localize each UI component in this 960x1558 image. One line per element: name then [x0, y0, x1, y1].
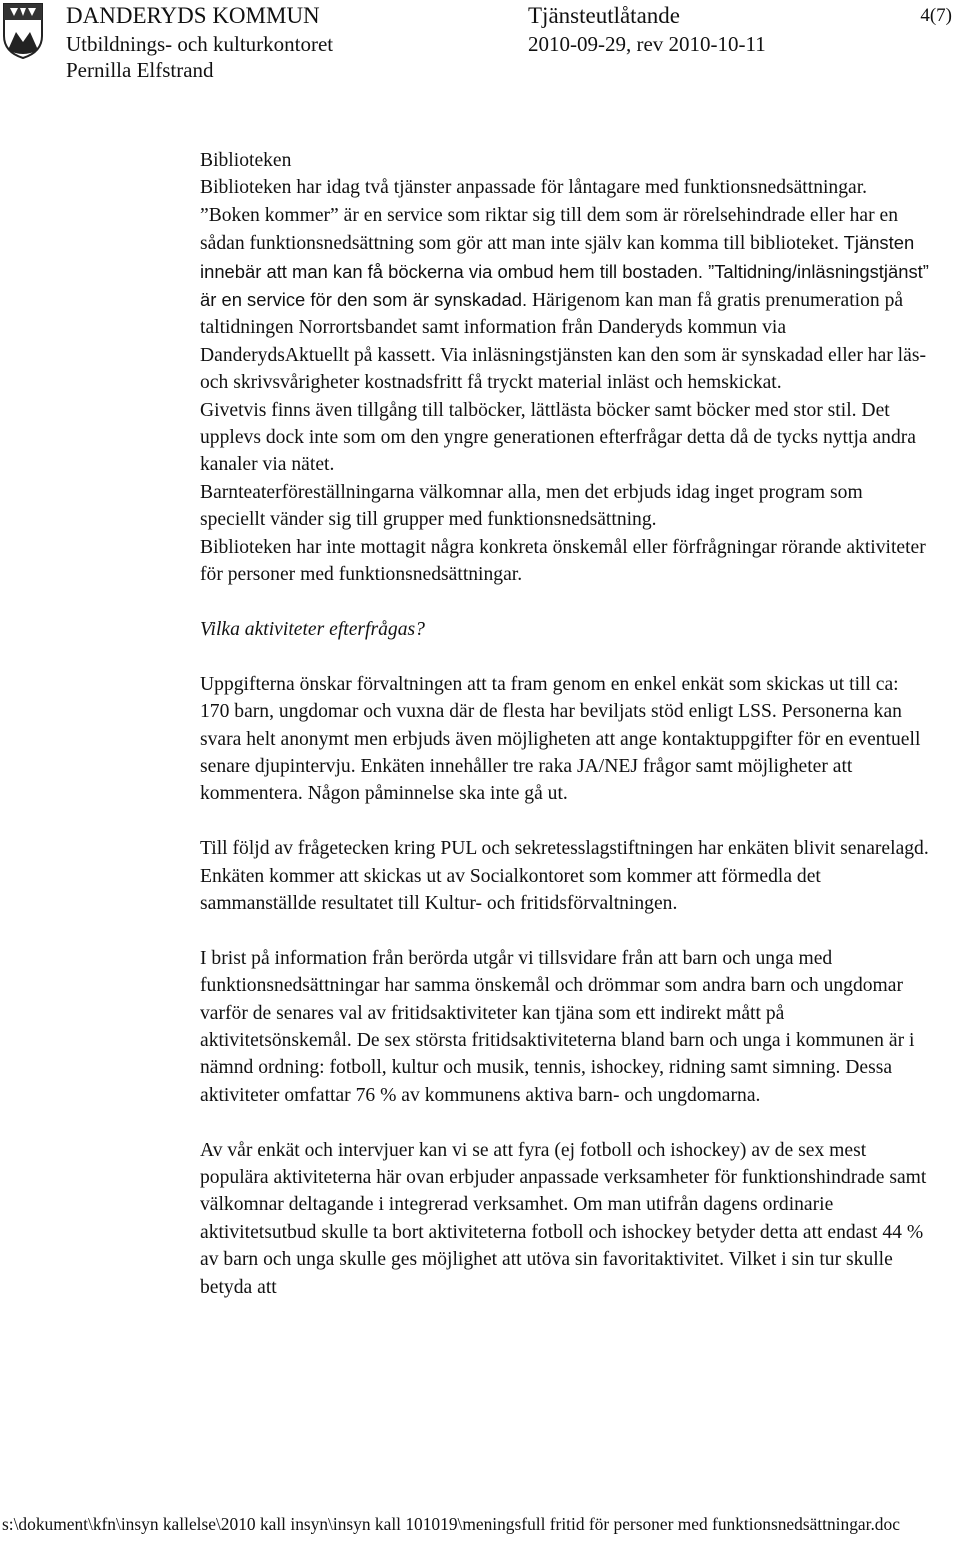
- paragraph-fritidsaktiviteter: I brist på information från berörda utgår vi tillsvidare från att barn och unga med funktionsnedsättningar har samma önskemål och drömmar som andra barn och ungdomar varför de senares val av fritidsaktiviteter kan tjäna som ett indirekt mått på aktivitetsönskemål. De sex största fritidsaktiviteterna bland barn och unga i kommunen är i nämnd ordning: fotboll, kultur och musik, tennis, ishockey, ridning samt simning. Dessa aktiviteter omfattar 76 % av kommunens aktiva barn- och ungdomarna.: [200, 947, 915, 1106]
- document-body: [200, 147, 930, 1301]
- paragraph-onskemal: Biblioteken har inte mottagit några konkreta önskemål eller förfrågningar rörande aktiviteter för personer med funktionsnedsättningar.: [200, 536, 926, 586]
- paragraph-pul: Till följd av frågetecken kring PUL och sekretesslagstiftningen har enkäten blivit senarelagd. Enkäten kommer att skickas ut av Socialkontoret som kommer att förmedla det sammanställde resultatet till Kultur- och fritidsförvaltningen.: [200, 838, 929, 914]
- section-heading-biblioteken: Biblioteken: [200, 150, 292, 171]
- municipal-coat-of-arms-icon: [2, 2, 44, 60]
- organization-name: DANDERYDS KOMMUN: [66, 3, 320, 28]
- footer-file-path: s:\dokument\kfn\insyn kallelse\2010 kall insyn\insyn kall 101019\meningsfull fritid för personer med funktionsnedsättningar.doc: [2, 1514, 900, 1534]
- paragraph-part: Biblioteken har idag två tjänster anpassade för låntagare med funktionsnedsättningar. ”Boken kommer” är en service som riktar sig till dem som är rörelsehindrade eller har en sådan funktionsnedsättning som gör att man inte själv kan komma till biblioteket.: [200, 177, 899, 255]
- author-name: Pernilla Elfstrand: [66, 58, 214, 82]
- department-name: Utbildnings- och kulturkontoret: [66, 32, 334, 56]
- paragraph-barnteater: Barnteaterföreställningarna välkomnar alla, men det erbjuds idag inget program som speciellt vänder sig till grupper med funktionsnedsättning.: [200, 481, 863, 531]
- document-date: 2010-09-29, rev 2010-10-11: [528, 32, 766, 56]
- paragraph-talbocker: Givetvis finns även tillgång till talböcker, lättlästa böcker samt böcker med stor stil. Det upplevs dock inte som om den yngre generationen efterfrågar detta då de tycks nyttja andra kanaler via nätet.: [200, 399, 916, 476]
- paragraph-enkat: Uppgifterna önskar förvaltningen att ta fram genom en enkel enkät som skickas ut till ca: 170 barn, ungdomar och vuxna där de flesta har beviljats stöd enligt LSS. Personerna kan svara helt anonymt men erbjuds även möjligheten att ange kontaktuppgifter för en eventuell senare djupintervju. Enkäten innehåller tre raka JA/NEJ frågor samt möjligheter att kommentera. Någon påminnelse ska inte gå ut.: [200, 673, 921, 805]
- document-type: Tjänsteutlåtande: [528, 3, 680, 28]
- page-number: 4(7): [920, 5, 952, 26]
- paragraph-part: Härigenom kan man få gratis prenumeration på taltidningen Norrortsbandet samt information från Danderyds kommun via DanderydsAktuellt på kassett. Via inläsningstjänsten kan den som är synskadad eller har läs- och skrivsvårigheter kostnadsfritt få tryckt material inläst och hemskickat.: [200, 290, 926, 394]
- section-heading-aktiviteter: Vilka aktiviteter efterfrågas?: [200, 618, 425, 640]
- paragraph-part-sans: Tjänsten innebär att man kan få böckerna via ombud hem till bostaden. ”Taltidning/inläsningstjänst” är en service för den som är synskadad.: [200, 232, 929, 311]
- paragraph-intervjuer: Av vår enkät och intervjuer kan vi se att fyra (ej fotboll och ishockey) av de sex mest populära aktiviteterna här ovan erbjuder anpassade verksamheter för funktionshindrade samt välkomnar deltagande i integrerad verksamhet. Om man utifrån dagens ordinarie aktivitetsutbud skulle ta bort aktiviteterna fotboll och ishockey betyder detta att endast 44 % av barn och unga skulle ges möjlighet att utöva sin favoritaktivitet. Vilket i sin tur skulle betyda att: [200, 1139, 927, 1298]
- paragraph-library-services: [200, 174, 930, 396]
